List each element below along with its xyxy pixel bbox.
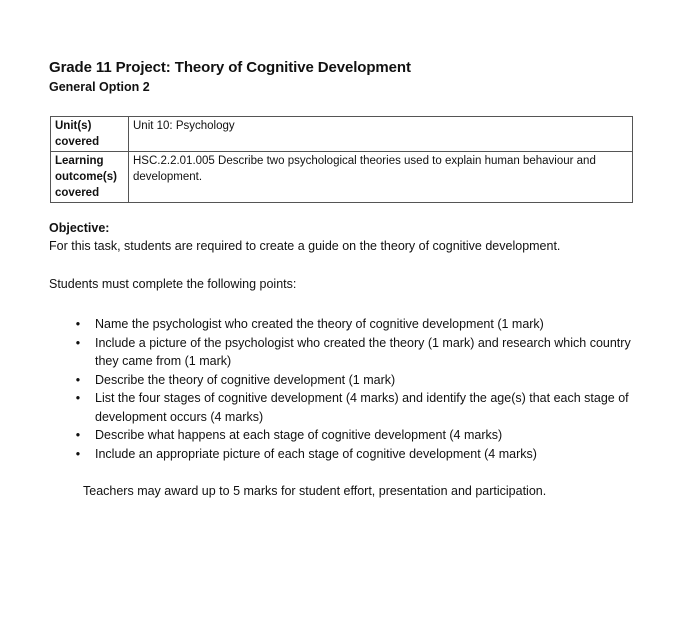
objective-text: For this task, students are required to create a guide on the theory of cognitive development. bbox=[49, 239, 561, 253]
bullet-icon: • bbox=[75, 335, 81, 350]
table-row bbox=[51, 117, 633, 152]
list-item-text: Include an appropriate picture of each stage of cognitive development (4 marks) bbox=[95, 446, 537, 461]
list-item-text: Name the psychologist who created the theory of cognitive development (1 mark) bbox=[95, 317, 544, 331]
document-subtitle: General Option 2 bbox=[49, 80, 150, 94]
instructions-intro: Students must complete the following points: bbox=[49, 277, 297, 291]
bullet-icon: • bbox=[75, 372, 81, 387]
list-item bbox=[75, 445, 640, 464]
marking-note: Teachers may award up to 5 marks for student effort, presentation and participation. bbox=[83, 484, 547, 498]
list-item bbox=[75, 389, 640, 426]
list-item bbox=[75, 426, 640, 445]
list-item-text: Describe the theory of cognitive development (1 mark) bbox=[95, 372, 396, 387]
table-row bbox=[51, 152, 633, 203]
bullet-icon: • bbox=[75, 391, 81, 405]
bullet-icon: • bbox=[75, 317, 81, 331]
list-item-text: List the four stages of cognitive development (4 marks) and identify the age(s) that each stage of development occurs (4 marks) bbox=[95, 391, 629, 424]
list-item bbox=[75, 315, 640, 334]
list-item-text: Include a picture of the psychologist who created the theory (1 mark) and research which country they came from (1 mark) bbox=[95, 335, 631, 368]
table-value-cell: HSC.2.2.01.005 Describe two psychological theories used to explain human behaviour and development. bbox=[129, 152, 633, 203]
list-item bbox=[75, 371, 640, 390]
bullet-icon: • bbox=[75, 428, 81, 442]
list-item bbox=[75, 334, 640, 371]
document-title: Grade 11 Project: Theory of Cognitive Development bbox=[49, 59, 411, 76]
requirements-list bbox=[75, 315, 640, 463]
table-value-cell: Unit 10: Psychology bbox=[129, 117, 633, 152]
list-item-text: Describe what happens at each stage of cognitive development (4 marks) bbox=[95, 428, 503, 442]
bullet-icon: • bbox=[75, 446, 81, 461]
table-header-cell: Unit(s) covered bbox=[51, 117, 129, 152]
objective-heading: Objective: bbox=[49, 221, 110, 235]
outcomes-table bbox=[50, 116, 633, 203]
table-header-cell: Learning outcome(s) covered bbox=[51, 152, 129, 203]
